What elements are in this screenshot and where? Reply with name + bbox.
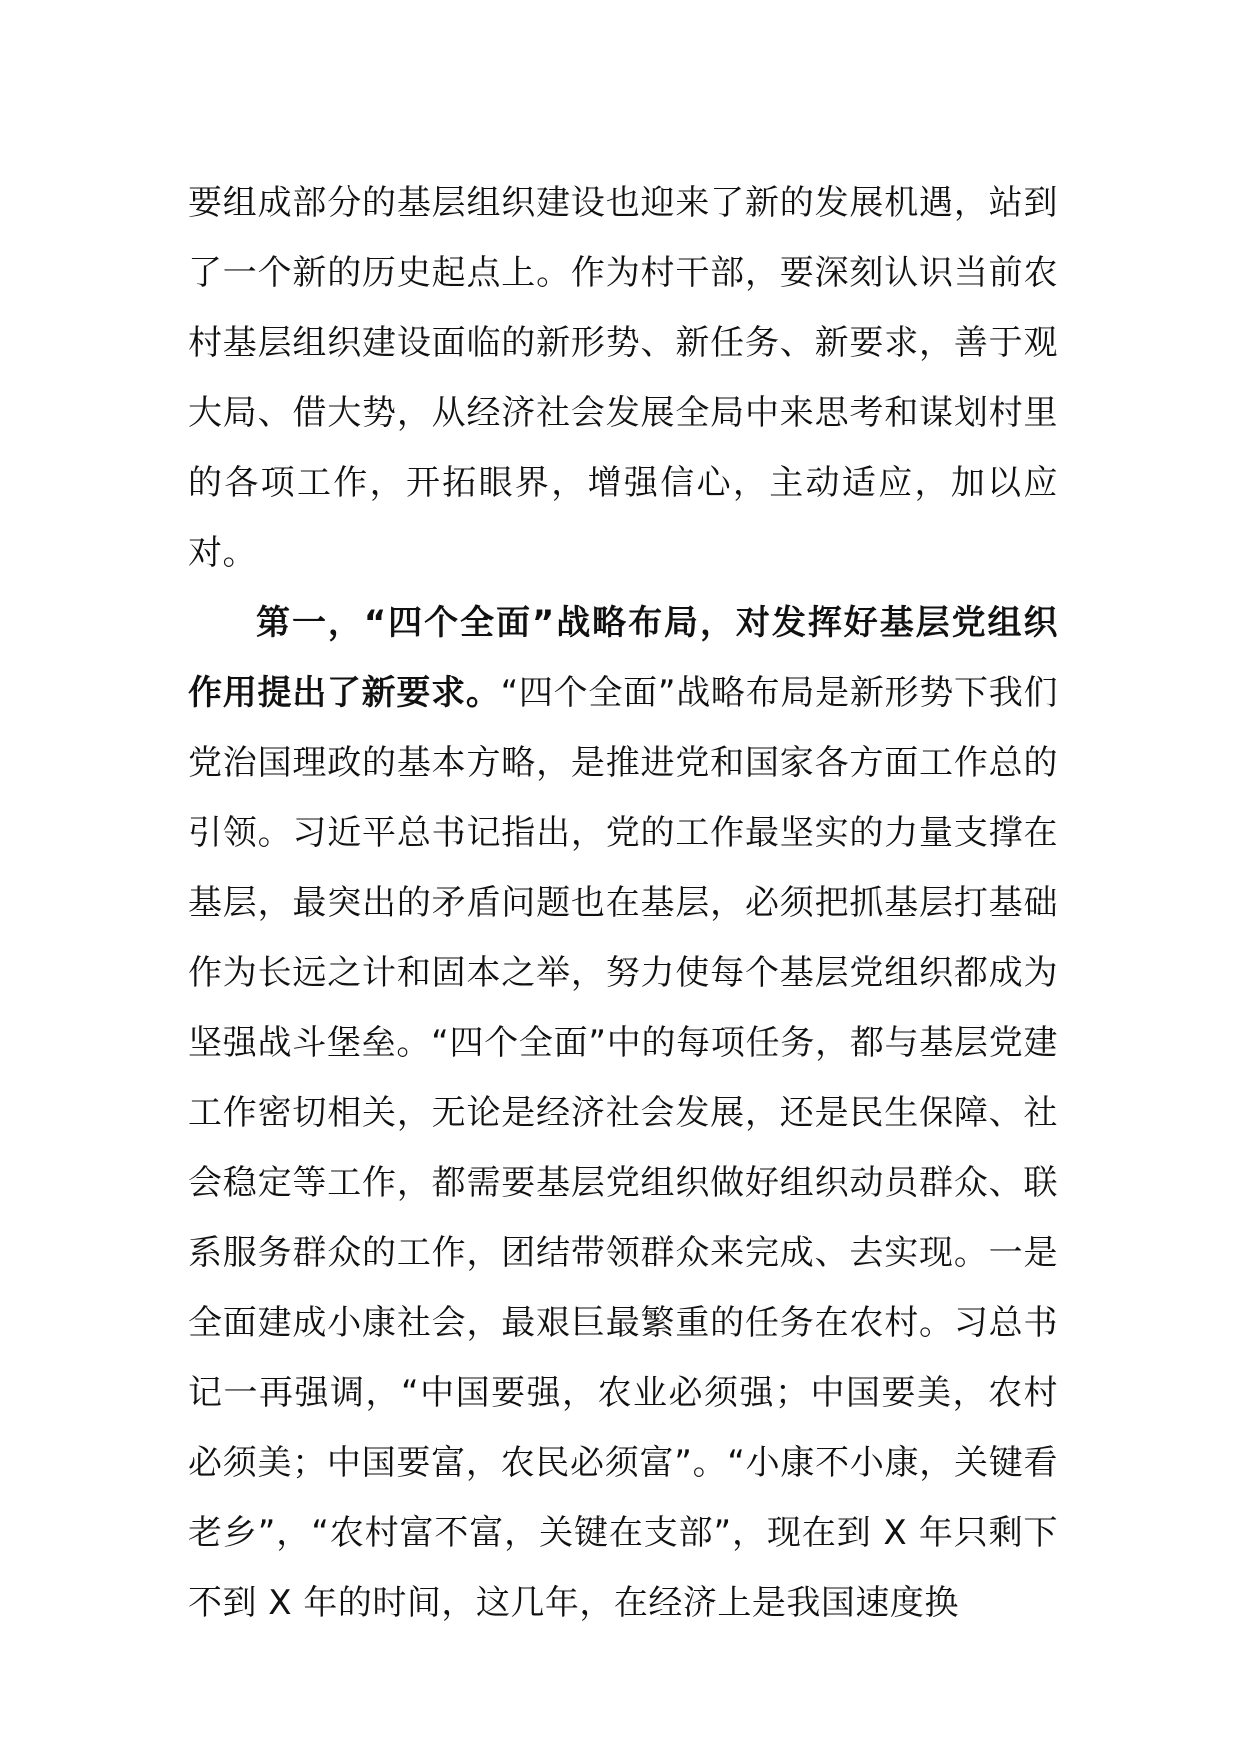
paragraph-2-heading: 第一，“四个全面”战略布局，对发挥好基层党组织作用提出了新要求。 xyxy=(188,603,1058,713)
paragraph-2-body: “四个全面”战略布局是新形势下我们党治国理政的基本方略，是推进党和国家各方面工作总的引领。习近平总书记指出，党的工作最坚实的力量支撑在基层，最突出的矛盾问题也在基层，必须把抓基层打基础作为长远之计和固本之举，努力使每个基层党组织都成为坚强战斗堡垒。“四个全面”中的每项任务，都与基层党建工作密切相关，无论是经济社会发展，还是民生保障、社会稳定等工作，都需要基层党组织做好组织动员群众、联系服务群众的工作，团结带领群众来完成、去实现。一是全面建成小康社会，最艰巨最繁重的任务在农村。习总书记一再强调，“中国要强，农业必须强；中国要美，农村必须美；中国要富，农民必须富”。“小康不小康，关键看老乡”，“农村富不富，关键在支部”，现在到 X 年只剩下不到 X 年的时间，这几年，在经济上是我国速度换 xyxy=(188,673,1058,1623)
paragraph-first-point xyxy=(188,588,1058,1638)
paragraph-continuation xyxy=(188,168,1058,588)
document-body xyxy=(188,168,1058,1638)
paragraph-1-text: 要组成部分的基层组织建设也迎来了新的发展机遇，站到了一个新的历史起点上。作为村干部，要深刻认识当前农村基层组织建设面临的新形势、新任务、新要求，善于观大局、借大势，从经济社会发展全局中来思考和谋划村里的各项工作，开拓眼界，增强信心，主动适应，加以应对。 xyxy=(188,183,1058,573)
